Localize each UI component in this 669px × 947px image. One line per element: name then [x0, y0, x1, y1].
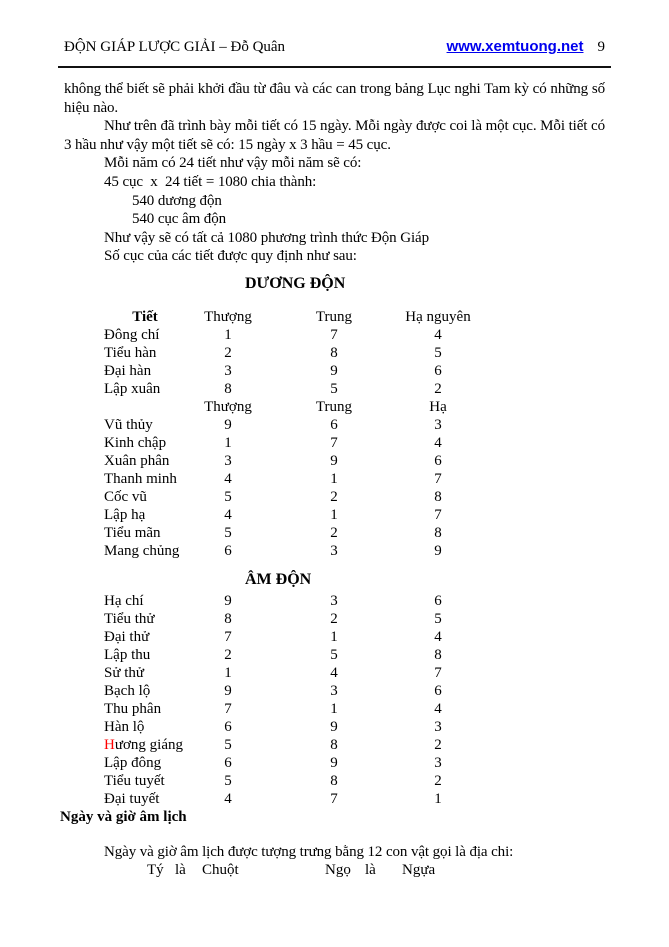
- term-label: Lập đông: [104, 754, 162, 771]
- term-label: Hạ chí: [104, 592, 144, 609]
- table-row: [104, 452, 478, 470]
- cuc-value: 2: [330, 488, 338, 505]
- cuc-value: 6: [224, 754, 232, 771]
- term-label: Tiểu mãn: [104, 524, 161, 541]
- cuc-value: 5: [434, 344, 442, 361]
- cuc-value: 5: [330, 646, 338, 663]
- table-row: [104, 610, 478, 628]
- cuc-value: 5: [224, 488, 232, 505]
- table-row: [104, 646, 478, 664]
- paragraph-nam: Mỗi năm có 24 tiết như vậy mỗi năm sẽ có:: [104, 155, 362, 172]
- table-row: [104, 628, 478, 646]
- cuc-value: 1: [434, 790, 442, 807]
- term-label: Vũ thủy: [104, 416, 153, 433]
- cuc-value: 6: [224, 542, 232, 559]
- zodiac-animal: Chuột: [202, 862, 239, 879]
- table-row: [104, 524, 478, 542]
- paragraph-socuc: Số cục của các tiết được quy định như sau:: [104, 248, 357, 265]
- document-title: ĐỘN GIÁP LƯỢC GIẢI – Đỗ Quân: [64, 39, 286, 55]
- cuc-value: 8: [330, 772, 338, 789]
- cuc-value: 9: [330, 718, 338, 735]
- cuc-value: 5: [330, 380, 338, 397]
- paragraph-formula: 45 cục x 24 tiết = 1080 chia thành:: [104, 173, 317, 190]
- term-label: Đông chí: [104, 326, 160, 343]
- cuc-value: 7: [330, 790, 338, 807]
- term-label: Đại thử: [104, 628, 150, 645]
- cuc-value: 5: [434, 610, 442, 627]
- zodiac-chi: Ngọ: [325, 862, 351, 879]
- term-label: Đại tuyết: [104, 790, 160, 807]
- table-row: [104, 736, 478, 754]
- table-row: [104, 344, 478, 362]
- term-label: Bạch lộ: [104, 682, 151, 699]
- cuc-value: 7: [224, 628, 232, 645]
- am-don-table: [104, 592, 478, 808]
- cuc-value: 3: [434, 416, 442, 433]
- cuc-value: 2: [330, 524, 338, 541]
- table-row: [104, 470, 478, 488]
- cuc-value: 5: [224, 772, 232, 789]
- col-header-tiet: [104, 398, 186, 416]
- term-label: Mang chủng: [104, 542, 180, 559]
- table-row: [104, 754, 478, 772]
- cuc-value: 7: [330, 434, 338, 451]
- cuc-value: 2: [434, 772, 442, 789]
- term-label: Tiểu hàn: [104, 344, 157, 361]
- cuc-value: 4: [434, 434, 442, 451]
- cuc-value: 6: [434, 682, 442, 699]
- section-title-duong-don: DƯƠNG ĐỘN: [245, 274, 346, 292]
- cuc-value: 7: [224, 700, 232, 717]
- cuc-value: 1: [330, 470, 338, 487]
- cuc-value: 5: [224, 524, 232, 541]
- cuc-value: 1: [330, 628, 338, 645]
- cuc-value: 8: [330, 736, 338, 753]
- term-label: Kinh chập: [104, 434, 167, 451]
- header-right: [447, 38, 611, 56]
- paragraph-total: Như vậy sẽ có tất cả 1080 phương trình thức Độn Giáp: [104, 229, 429, 246]
- table-row: [104, 718, 478, 736]
- table-row: [104, 664, 478, 682]
- cuc-value: 3: [224, 362, 232, 379]
- cuc-value: 6: [434, 592, 442, 609]
- cuc-value: 1: [224, 326, 232, 343]
- lunar-section-heading: Ngày và giờ âm lịch: [60, 808, 187, 825]
- cuc-value: 9: [330, 362, 338, 379]
- zodiac-chi: Tý: [147, 862, 164, 879]
- red-initial-letter: H: [104, 736, 115, 753]
- cuc-value: 1: [330, 506, 338, 523]
- cuc-value: 5: [224, 736, 232, 753]
- col-header: Thượng: [204, 398, 252, 415]
- cuc-value: 7: [434, 506, 442, 523]
- table-row: [104, 416, 478, 434]
- cuc-value: 8: [434, 524, 442, 541]
- paragraph-intro: không thể biết sẽ phải khởi đầu từ đâu và các can trong bảng Lục nghi Tam kỳ có những số hiệu nào.: [64, 81, 605, 116]
- list-item-duong: 540 dương độn: [132, 192, 222, 209]
- cuc-value: 3: [330, 682, 338, 699]
- cuc-value: 9: [330, 452, 338, 469]
- zodiac-word: là: [365, 862, 376, 879]
- term-label: Xuân phân: [104, 452, 170, 469]
- website-link[interactable]: www.xemtuong.net: [446, 38, 584, 55]
- cuc-value: 3: [434, 718, 442, 735]
- page-number: 9: [597, 39, 605, 55]
- table-row: [104, 380, 478, 398]
- cuc-value: 2: [224, 344, 232, 361]
- cuc-value: 6: [224, 718, 232, 735]
- term-label: Thu phân: [104, 700, 162, 717]
- cuc-value: 3: [330, 592, 338, 609]
- term-label: Lập hạ: [104, 506, 146, 523]
- cuc-value: 1: [224, 434, 232, 451]
- cuc-value: 8: [224, 380, 232, 397]
- col-header: Trung: [315, 398, 353, 415]
- cuc-value: 4: [224, 470, 232, 487]
- cuc-value: 2: [330, 610, 338, 627]
- zodiac-word: là: [175, 862, 186, 879]
- cuc-value: 9: [224, 416, 232, 433]
- cuc-value: 4: [224, 790, 232, 807]
- table-row: [104, 506, 478, 524]
- section-title-am-don: ÂM ĐỘN: [245, 570, 312, 588]
- term-label: Hàn lộ: [104, 718, 145, 735]
- table-row: [104, 682, 478, 700]
- cuc-value: 1: [330, 700, 338, 717]
- cuc-value: 7: [434, 470, 442, 487]
- cuc-value: 9: [224, 592, 232, 609]
- term-label: Sử thử: [104, 664, 145, 681]
- table-row: [104, 790, 478, 808]
- page-header: [58, 38, 611, 68]
- cuc-value: 8: [330, 344, 338, 361]
- cuc-value: 6: [434, 452, 442, 469]
- cuc-value: 4: [224, 506, 232, 523]
- cuc-value: 2: [224, 646, 232, 663]
- cuc-value: 7: [330, 326, 338, 343]
- cuc-value: 6: [330, 416, 338, 433]
- cuc-value: 3: [434, 754, 442, 771]
- table-row: [104, 700, 478, 718]
- table-row: [104, 488, 478, 506]
- table-row: [104, 326, 478, 344]
- table-row: [104, 542, 478, 560]
- cuc-value: 6: [434, 362, 442, 379]
- duong-don-table: [104, 308, 478, 560]
- cuc-value: 4: [434, 628, 442, 645]
- zodiac-animal: Ngựa: [402, 862, 436, 879]
- col-header: Trung: [315, 308, 353, 325]
- term-label: Lập xuân: [104, 380, 161, 397]
- zodiac-line: [64, 861, 605, 880]
- table-subheader-row: [104, 398, 478, 416]
- cuc-value: 9: [434, 542, 442, 559]
- cuc-value: 8: [224, 610, 232, 627]
- cuc-value: 8: [434, 646, 442, 663]
- list-item-am: 540 cục âm độn: [132, 211, 226, 228]
- col-header: Hạ: [429, 398, 447, 415]
- cuc-value: 4: [434, 700, 442, 717]
- cuc-value: 2: [434, 736, 442, 753]
- col-header: Thượng: [204, 308, 252, 325]
- cuc-value: 3: [224, 452, 232, 469]
- table-row: [104, 362, 478, 380]
- col-header: Hạ nguyên: [405, 308, 471, 325]
- cuc-value: 9: [224, 682, 232, 699]
- cuc-value: 3: [330, 542, 338, 559]
- term-label: Thanh minh: [104, 470, 177, 487]
- paragraph-tiet: Như trên đã trình bày mỗi tiết có 15 ngày. Mỗi ngày được coi là một cục. Mỗi tiết có 3 hầu như vậy một tiết sẽ có: 15 ngày x 3 hầu = 45 cục.: [64, 118, 605, 153]
- term-label: Tiểu tuyết: [104, 772, 165, 789]
- table-row: [104, 592, 478, 610]
- cuc-value: 8: [434, 488, 442, 505]
- cuc-value: 4: [434, 326, 442, 343]
- term-label: Cốc vũ: [104, 488, 147, 505]
- cuc-value: 9: [330, 754, 338, 771]
- cuc-value: 1: [224, 664, 232, 681]
- lunar-intro: Ngày và giờ âm lịch được tượng trưng bằng 12 con vật gọi là địa chi:: [104, 843, 514, 860]
- term-label: Hương giáng: [104, 736, 183, 753]
- table-row: [104, 434, 478, 452]
- table-row: [104, 772, 478, 790]
- cuc-value: 2: [434, 380, 442, 397]
- term-label: Đại hàn: [104, 362, 152, 379]
- term-label: Tiểu thử: [104, 610, 155, 627]
- table-header-row: [104, 308, 478, 326]
- term-label: Lập thu: [104, 646, 151, 663]
- col-header-tiet: Tiết: [132, 308, 158, 325]
- cuc-value: 4: [330, 664, 338, 681]
- cuc-value: 7: [434, 664, 442, 681]
